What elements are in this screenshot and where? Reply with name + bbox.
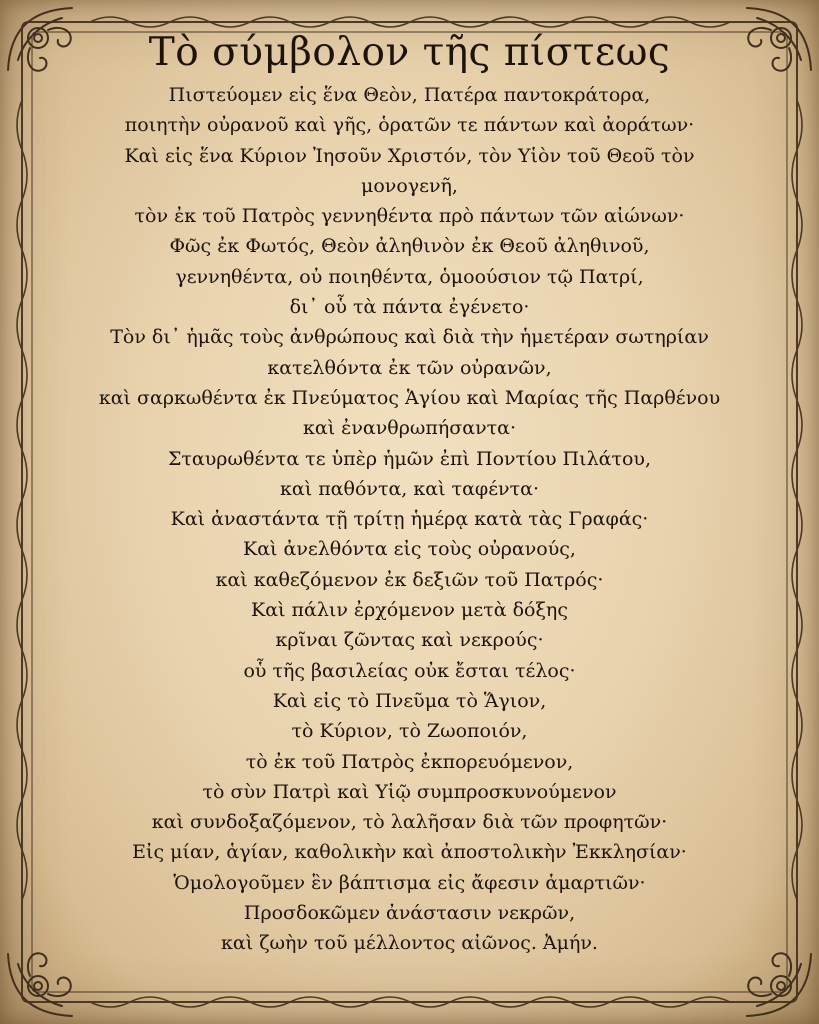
page-title: Τὸ σύμβολον τῆς πίστεως <box>148 30 671 75</box>
creed-line: τὸ ἐκ τοῦ Πατρὸς ἐκπορευόμενον, <box>245 750 574 773</box>
creed-line: οὗ τῆς βασιλείας οὐκ ἔσται τέλος· <box>243 659 576 682</box>
creed-line: Καὶ ἀνελθόντα εἰς τοὺς οὐρανούς, <box>243 538 576 561</box>
creed-line: καὶ ἐνανθρωπήσαντα· <box>302 417 517 440</box>
creed-line: ποιητὴν οὐρανοῦ καὶ γῆς, ὁρατῶν τε πάντων καὶ ἀοράτων· <box>124 114 695 137</box>
creed-line: καὶ καθεζόμενον ἐκ δεξιῶν τοῦ Πατρός· <box>215 568 604 591</box>
corner-flourish-bottom-right-icon <box>747 953 811 1016</box>
creed-line: Σταυρωθέντα τε ὑπὲρ ἡμῶν ἐπὶ Ποντίου Πιλάτου, <box>167 447 651 470</box>
creed-lines <box>40 80 779 959</box>
creed-line: τὸν ἐκ τοῦ Πατρὸς γεννηθέντα πρὸ πάντων τῶν αἰώνων· <box>134 205 685 228</box>
creed-line: Τὸν δι᾽ ἡμᾶς τοὺς ἀνθρώπους καὶ διὰ τὴν ἡμετέραν σωτηρίαν <box>110 326 709 349</box>
creed-line: κρῖναι ζῶντας καὶ νεκρούς· <box>275 629 544 652</box>
creed-line: Καὶ πάλιν ἐρχόμενον μετὰ δόξης <box>251 599 568 622</box>
creed-line: καὶ σαρκωθέντα ἐκ Πνεύματος Ἁγίου καὶ Μαρίας τῆς Παρθένου <box>98 386 721 409</box>
creed-line: Καὶ εἰς τὸ Πνεῦμα τὸ Ἅγιον, <box>272 689 547 712</box>
creed-line: καὶ παθόντα, καὶ ταφέντα· <box>280 477 539 500</box>
creed-line: Προσδοκῶμεν ἀνάστασιν νεκρῶν, <box>243 902 576 925</box>
creed-line: γεννηθέντα, οὐ ποιηθέντα, ὁμοούσιον τῷ Πατρί, <box>175 265 644 288</box>
creed-line: καὶ ζωὴν τοῦ μέλλοντος αἰῶνος. Ἀμήν. <box>221 932 598 955</box>
creed-line: Καὶ εἰς ἕνα Κύριον Ἰησοῦν Χριστόν, τὸν Υἱὸν τοῦ Θεοῦ τὸν μονογενῆ, <box>124 144 695 197</box>
creed-line: καὶ συνδοξαζόμενον, τὸ λαλῆσαν διὰ τῶν προφητῶν· <box>151 811 668 834</box>
creed-line: δι᾽ οὗ τὰ πάντα ἐγένετο· <box>289 296 530 319</box>
creed-line: κατελθόντα ἐκ τῶν οὐρανῶν, <box>267 356 552 379</box>
creed-line: τὸ σὺν Πατρὶ καὶ Υἱῷ συμπροσκυνούμενον <box>202 780 617 803</box>
creed-line: Εἰς μίαν, ἁγίαν, καθολικὴν καὶ ἀποστολικὴν Ἐκκλησίαν· <box>132 841 687 864</box>
creed-line: τὸ Κύριον, τὸ Ζωοποιόν, <box>291 720 528 743</box>
creed-text-block <box>40 26 779 959</box>
creed-line: Φῶς ἐκ Φωτός, Θεὸν ἀληθινὸν ἐκ Θεοῦ ἀληθινοῦ, <box>169 235 650 258</box>
creed-line: Πιστεύομεν εἰς ἕνα Θεὸν, Πατέρα παντοκράτορα, <box>168 84 651 106</box>
creed-line: Ὁμολογοῦμεν ἓν βάπτισμα εἰς ἄφεσιν ἁμαρτιῶν· <box>173 871 646 894</box>
creed-line: Καὶ ἀναστάντα τῇ τρίτῃ ἡμέρᾳ κατὰ τὰς Γραφάς· <box>170 508 649 531</box>
corner-flourish-bottom-left-icon <box>8 953 72 1016</box>
